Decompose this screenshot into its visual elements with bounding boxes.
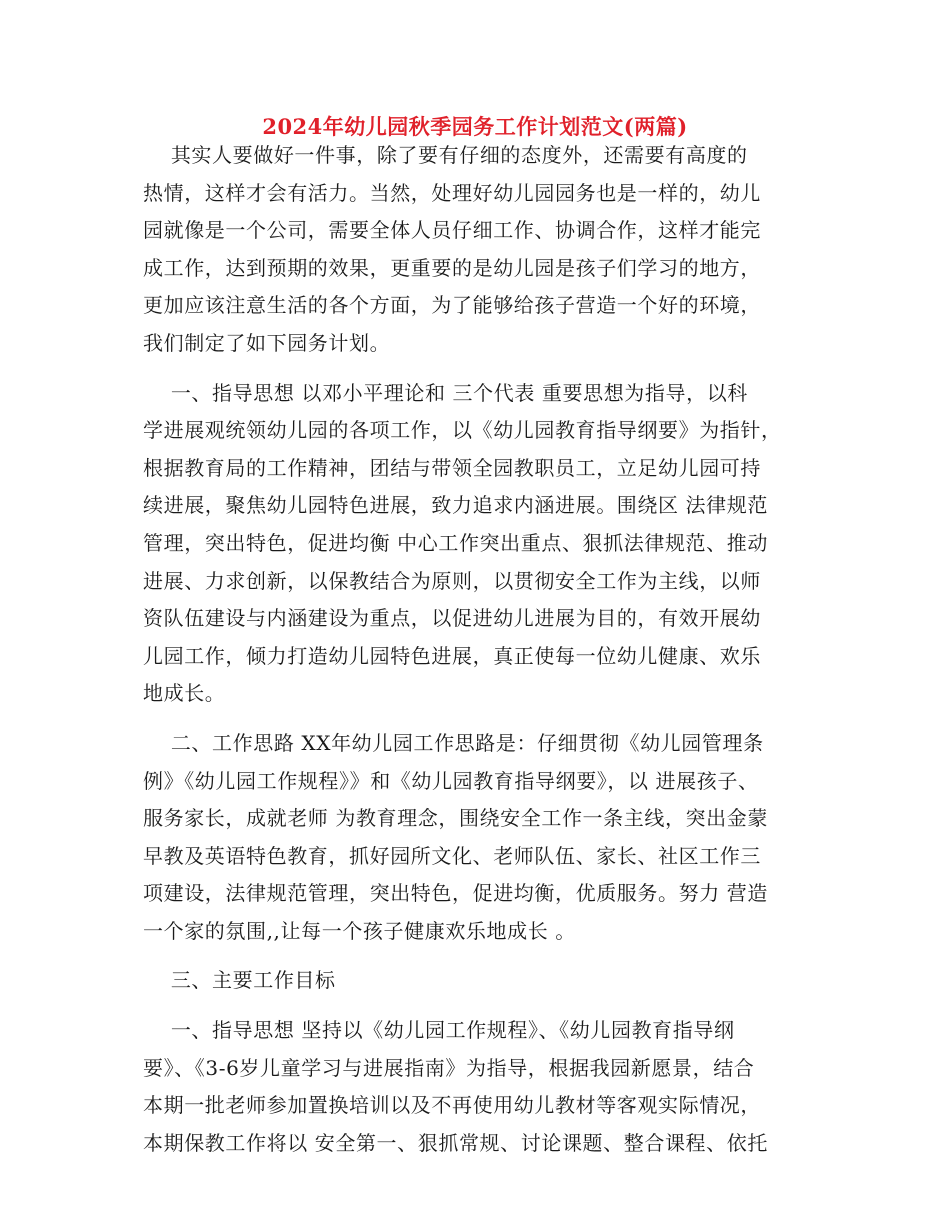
text-line: 园就像是一个公司，需要全体人员仔细工作、协调合作，这样才能完 bbox=[143, 218, 761, 243]
document-title: 2024年幼儿园秋季园务工作计划范文(两篇) bbox=[262, 114, 688, 139]
paragraph-gap bbox=[143, 1000, 823, 1012]
text-line: 一、指导思想 坚持以《幼儿园工作规程》、《幼儿园教育指导纲 bbox=[143, 1018, 735, 1043]
text-line: 项建设，法律规范管理，突出特色，促进均衡，优质服务。努力 营造 bbox=[143, 881, 768, 906]
text-line: 早教及英语特色教育，抓好园所文化、老师队伍、家长、社区工作三 bbox=[143, 843, 761, 868]
paragraph bbox=[143, 375, 823, 713]
text-line: 续进展，聚焦幼儿园特色进展，致力追求内涵进展。围绕区 法律规范 bbox=[143, 493, 768, 518]
paragraph-gap bbox=[143, 950, 823, 962]
text-line: 例》《幼儿园工作规程》》和《幼儿园教育指导纲要》，以 进展孩子、 bbox=[143, 768, 759, 793]
paragraph bbox=[143, 137, 823, 363]
text-line: 我们制定了如下园务计划。 bbox=[143, 330, 391, 355]
document-body bbox=[143, 137, 823, 1162]
text-line: 管理，突出特色，促进均衡 中心工作突出重点、狠抓法律规范、推动 bbox=[143, 530, 768, 555]
text-line: 地成长。 bbox=[143, 681, 226, 706]
text-line: 二、工作思路 XX年幼儿园工作思路是：仔细贯彻《幼儿园管理条 bbox=[143, 730, 764, 755]
text-line: 其实人要做好一件事，除了要有仔细的态度外，还需要有高度的 bbox=[143, 143, 748, 167]
text-line: 成工作，达到预期的效果，更重要的是幼儿园是孩子们学习的地方， bbox=[143, 255, 761, 280]
section-heading: 三、主要工作目标 bbox=[143, 968, 336, 993]
text-line: 进展、力求创新，以保教结合为原则，以贯彻安全工作为主线，以师 bbox=[143, 568, 761, 593]
text-line: 本期保教工作将以 安全第一、狠抓常规、讨论课题、整合课程、依托 bbox=[143, 1130, 768, 1155]
paragraph bbox=[143, 1012, 823, 1162]
text-line: 热情，这样才会有活力。当然，处理好幼儿园园务也是一样的，幼儿 bbox=[143, 180, 761, 205]
text-line: 儿园工作，倾力打造幼儿园特色进展，真正使每一位幼儿健康、欢乐 bbox=[143, 643, 761, 668]
text-line: 一个家的氛围,,让每一个孩子健康欢乐地成长 。 bbox=[143, 918, 576, 943]
text-line: 服务家长，成就老师 为教育理念，围绕安全工作一条主线，突出金蒙 bbox=[143, 806, 768, 831]
text-line: 一、指导思想 以邓小平理论和 三个代表 重要思想为指导，以科 bbox=[143, 380, 748, 405]
paragraph bbox=[143, 725, 823, 951]
paragraph bbox=[143, 962, 823, 1000]
text-line: 资队伍建设与内涵建设为重点，以促进幼儿进展为目的，有效开展幼 bbox=[143, 606, 761, 631]
text-line: 更加应该注意生活的各个方面，为了能够给孩子营造一个好的环境， bbox=[143, 293, 761, 318]
paragraph-gap bbox=[143, 363, 823, 375]
text-line: 学进展观统领幼儿园的各项工作，以《幼儿园教育指导纲要》为指针， bbox=[143, 418, 782, 443]
text-line: 本期一批老师参加置换培训以及不再使用幼儿教材等客观实际情况， bbox=[143, 1093, 761, 1118]
text-line: 要》、《3-6岁儿童学习与进展指南》为指导，根据我园新愿景，结合 bbox=[143, 1055, 755, 1080]
paragraph-gap bbox=[143, 713, 823, 725]
text-line: 根据教育局的工作精神，团结与带领全园教职员工，立足幼儿园可持 bbox=[143, 455, 761, 480]
